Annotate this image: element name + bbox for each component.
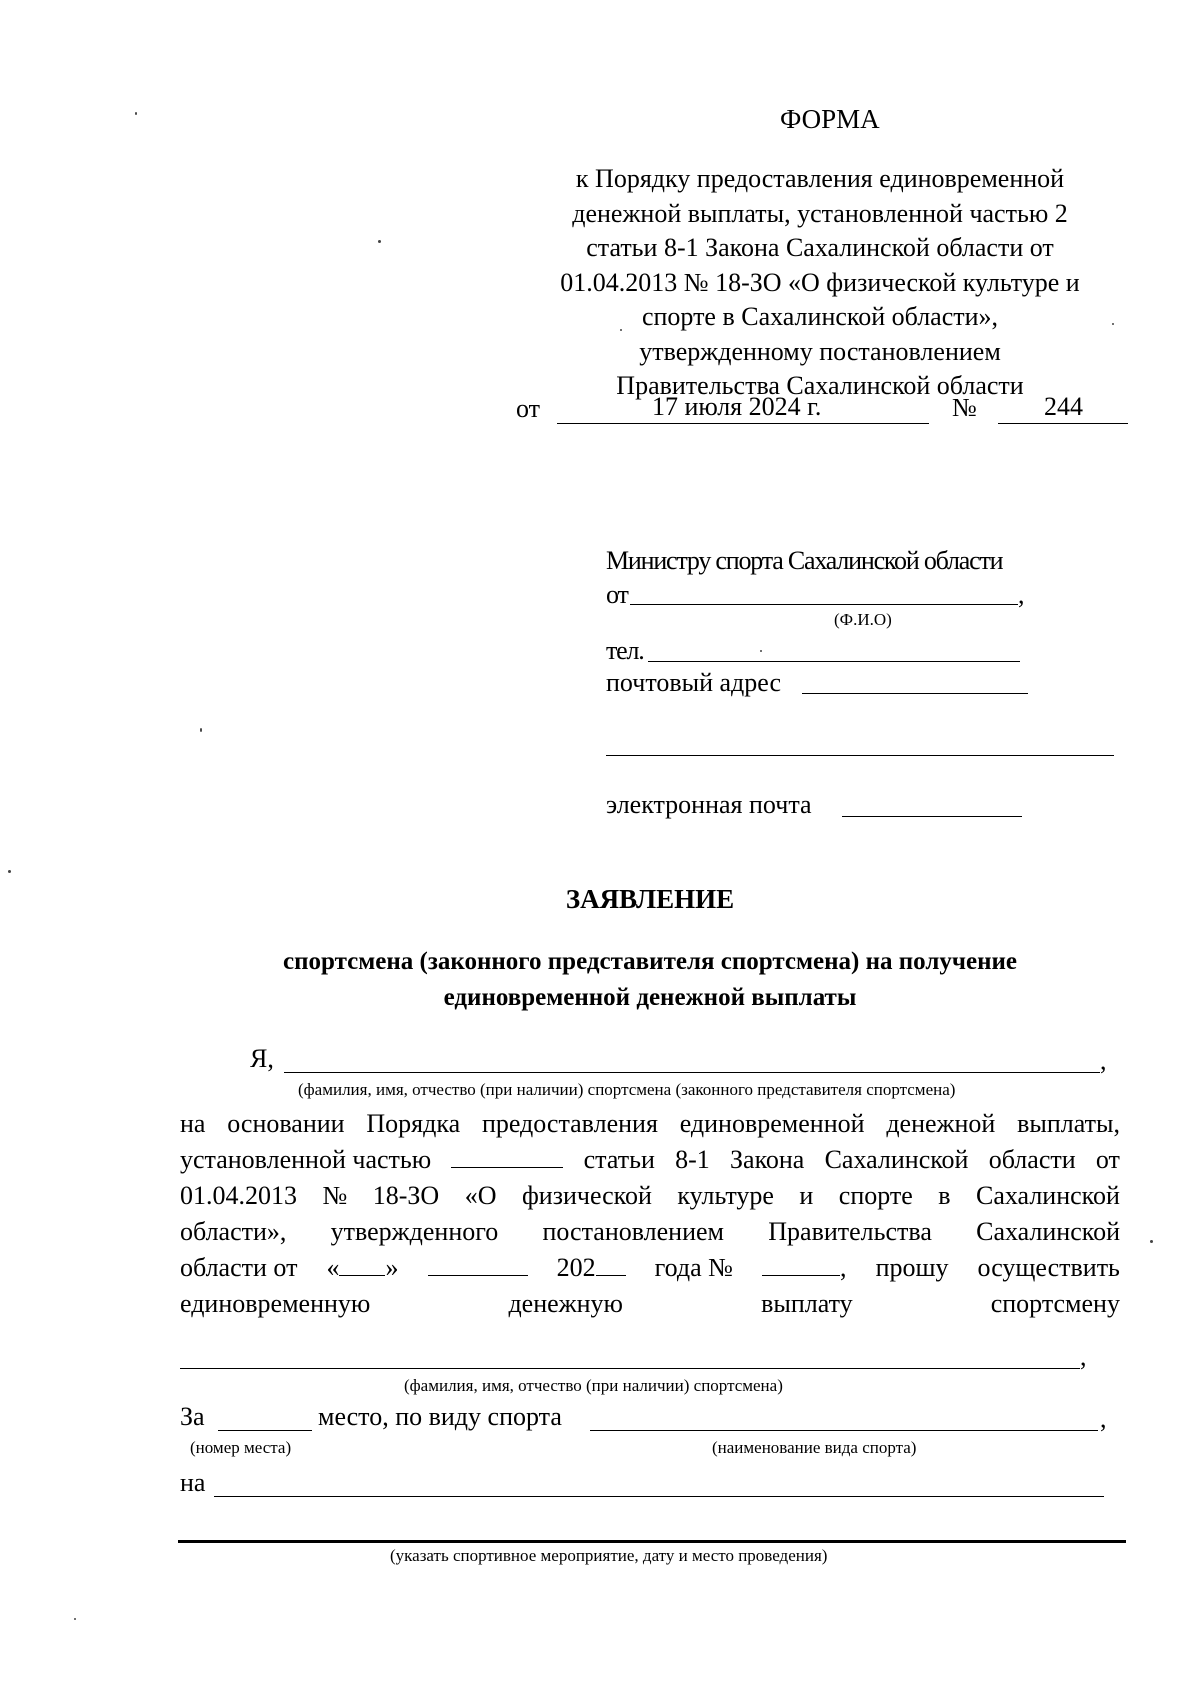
postal-field[interactable] (802, 693, 1028, 694)
place-label: место, по виду спорта (318, 1402, 562, 1431)
place-caption: (номер места) (190, 1438, 292, 1457)
scan-speck (620, 329, 622, 331)
word: денежной (886, 1109, 996, 1138)
comma: , (840, 1253, 847, 1282)
header-line: утвержденному постановлением (639, 336, 1001, 366)
sport-caption: (наименование вида спорта) (712, 1438, 917, 1457)
decree-day-field[interactable] (339, 1253, 385, 1276)
scan-speck (200, 728, 202, 732)
scan-speck (378, 240, 381, 243)
word: единовременной (679, 1109, 865, 1138)
form-header-text (520, 162, 1120, 404)
word: «О (464, 1181, 497, 1210)
word: единовременную (180, 1289, 371, 1318)
header-line: к Порядку предоставления единовременной (575, 164, 1065, 193)
paragraph-line (180, 1106, 1120, 1142)
date-value: 17 июля 2024 г. (652, 392, 822, 421)
word: предоставления (481, 1109, 658, 1138)
word: и (799, 1181, 814, 1210)
word: Правительства (768, 1217, 932, 1246)
word: области», (180, 1217, 287, 1246)
statement-subtitle-line2: единовременной денежной выплаты (443, 984, 857, 1011)
paragraph-line (180, 1250, 1120, 1286)
phrase: года № (654, 1253, 733, 1282)
za-label: За (180, 1402, 205, 1431)
decree-number-group (762, 1250, 847, 1286)
email-field[interactable] (842, 816, 1022, 817)
word: прошу (875, 1253, 949, 1282)
header-line: денежной выплаты, установленной частью 2 (572, 198, 1068, 228)
phone-label: тел. (606, 636, 644, 665)
word: основании (227, 1109, 345, 1138)
header-line: 01.04.2013 № 18-ЗО «О физической культуре и (560, 267, 1080, 297)
date-prefix: от (516, 394, 541, 423)
header-line: статьи 8-1 Закона Сахалинской области от (586, 233, 1054, 262)
scan-speck (8, 870, 11, 873)
i-label: Я, (250, 1044, 274, 1073)
word: 01.04.2013 (180, 1181, 297, 1210)
word: осуществить (977, 1253, 1120, 1282)
applicant-caption: (фамилия, имя, отчество (при наличии) спортсмена (законного представителя спортсмена) (298, 1080, 956, 1099)
word: Сахалинской (824, 1145, 969, 1174)
postal-field-line2[interactable] (606, 755, 1114, 756)
applicant-name-field[interactable] (284, 1072, 1100, 1073)
scan-speck (135, 112, 137, 115)
word: спортсмену (990, 1289, 1120, 1318)
word: 8-1 (675, 1145, 710, 1174)
statement-subtitle-line1: спортсмена (законного представителя спортсмена) на получение (283, 948, 1017, 975)
decree-year-group (557, 1250, 626, 1286)
word: физической (521, 1181, 652, 1210)
number-value: 244 (1044, 392, 1083, 421)
scan-speck (1112, 323, 1114, 325)
word: спорте (838, 1181, 913, 1210)
decree-number-field[interactable] (762, 1253, 840, 1276)
word: выплату (761, 1289, 853, 1318)
quote-close: » (385, 1253, 399, 1282)
quote-open: « (326, 1253, 340, 1282)
word: Закона (730, 1145, 805, 1174)
header-line: спорте в Сахалинской области», (641, 302, 999, 331)
word: области (988, 1145, 1076, 1174)
athlete-name-field[interactable] (180, 1368, 1080, 1369)
word: Сахалинской (976, 1217, 1120, 1246)
word: Порядка (366, 1109, 461, 1138)
statement-paragraph (180, 1106, 1120, 1322)
word: выплаты, (1017, 1109, 1120, 1138)
applicant-comma: , (1100, 1046, 1107, 1075)
paragraph-line (180, 1214, 1120, 1250)
place-comma: , (1100, 1404, 1107, 1433)
from-comma: , (1018, 580, 1025, 609)
from-label: от (606, 580, 628, 609)
paragraph-line (180, 1286, 1120, 1322)
word: культуре (677, 1181, 774, 1210)
decree-month-field[interactable] (428, 1253, 528, 1276)
word: постановлением (542, 1217, 725, 1246)
word: утвержденного (330, 1217, 499, 1246)
word: 18-ЗО (372, 1181, 440, 1210)
scan-speck (760, 650, 762, 652)
number-sign: № (952, 393, 977, 422)
word: № (322, 1181, 348, 1210)
phone-field[interactable] (648, 661, 1020, 662)
word: статьи (583, 1145, 655, 1174)
event-caption: (указать спортивное мероприятие, дату и место проведения) (390, 1546, 828, 1565)
word: на (180, 1109, 206, 1138)
paragraph-line (180, 1178, 1120, 1214)
event-field-line2[interactable] (178, 1540, 1126, 1543)
event-field[interactable] (214, 1496, 1104, 1497)
header-line: Правительства Сахалинской области (616, 371, 1024, 400)
form-label: ФОРМА (780, 104, 880, 134)
from-field[interactable] (630, 604, 1018, 605)
year-prefix: 202 (556, 1253, 596, 1282)
decree-year-field[interactable] (596, 1253, 626, 1276)
na-label: на (180, 1468, 206, 1497)
part-number-field[interactable] (451, 1145, 563, 1168)
place-number-field[interactable] (218, 1430, 312, 1431)
date-underline (557, 423, 929, 424)
fio-caption: (Ф.И.О) (834, 610, 892, 629)
email-label: электронная почта (606, 790, 812, 819)
phrase: установленной частью (180, 1145, 432, 1174)
sport-name-field[interactable] (590, 1430, 1098, 1431)
scan-speck (74, 1618, 76, 1620)
word: Сахалинской (976, 1181, 1120, 1210)
word: от (1095, 1145, 1120, 1174)
statement-title: ЗАЯВЛЕНИЕ (565, 884, 735, 914)
scan-speck (1150, 1240, 1153, 1243)
athlete-caption: (фамилия, имя, отчество (при наличии) спортсмена) (404, 1376, 783, 1395)
word: денежную (508, 1289, 623, 1318)
athlete-comma: , (1080, 1342, 1087, 1371)
phrase: области от (180, 1253, 298, 1282)
addressee-title: Министру спорта Сахалинской области (606, 546, 1003, 575)
postal-label: почтовый адрес (606, 668, 781, 697)
number-underline (998, 423, 1128, 424)
word: в (938, 1181, 951, 1210)
paragraph-line (180, 1142, 1120, 1178)
decree-date-group (326, 1250, 398, 1286)
